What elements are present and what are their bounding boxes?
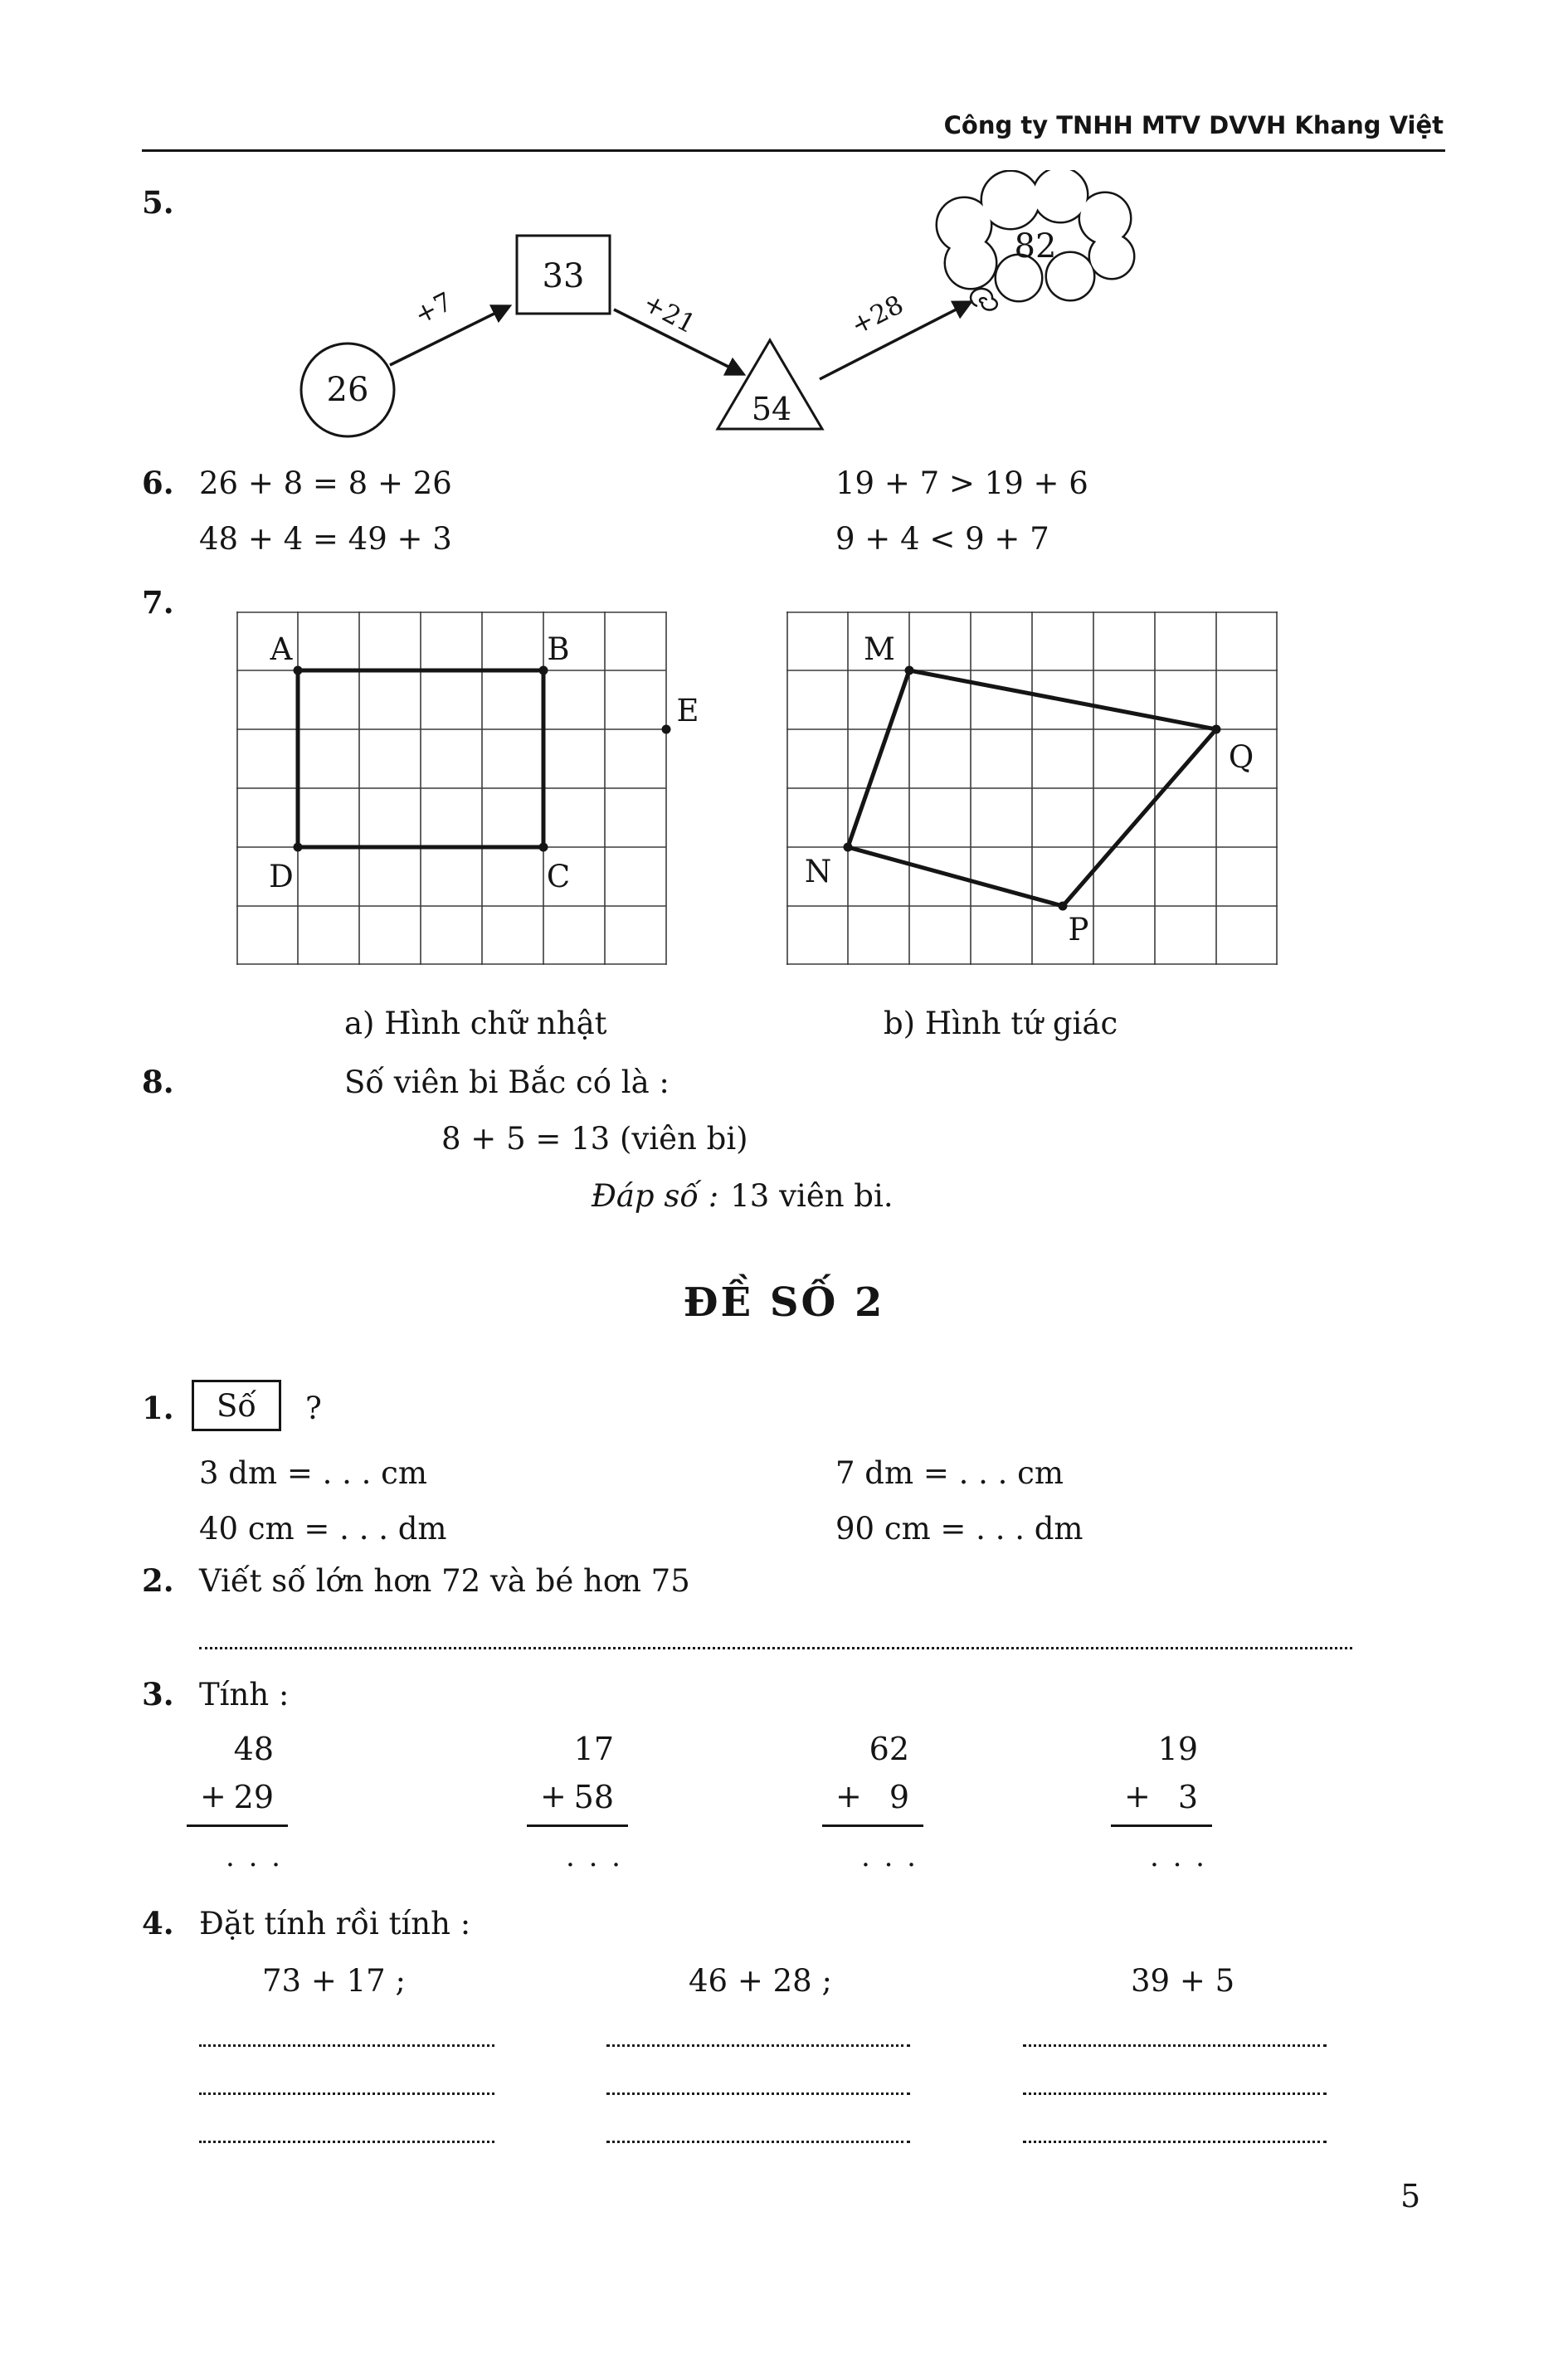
problem6-number: 6. [142, 465, 174, 501]
column-addition [170, 1725, 295, 1873]
problem3-number: 3. [142, 1676, 174, 1712]
answer-blank-line [199, 2065, 494, 2095]
figure-caption-a: a) Hình chữ nhật [344, 1006, 607, 1041]
expression: 73 + 17 ; [262, 1963, 406, 1999]
equation: 9 + 4 < 9 + 7 [835, 521, 1049, 557]
vertex-label-b: B [547, 631, 570, 667]
answer-dots: . . . [860, 1840, 918, 1873]
header-rule [142, 149, 1445, 152]
answer-value: 13 viên bi. [730, 1178, 894, 1214]
vertex-label-d: D [269, 859, 294, 894]
problem7-number: 7. [142, 584, 174, 621]
column-addition [1094, 1725, 1219, 1873]
circle-value: 26 [326, 371, 369, 409]
answer-label: Đáp số : [592, 1178, 719, 1214]
addend-top: 19 [1157, 1731, 1198, 1767]
solution-answer [592, 1177, 894, 1215]
grid-lines [786, 611, 1278, 965]
problem3-label: Tính : [199, 1677, 290, 1712]
answer-dots: . . . [225, 1840, 283, 1873]
vertex-label-c: C [546, 859, 571, 894]
column-addition [510, 1725, 635, 1873]
addend-top: 17 [573, 1731, 614, 1767]
so-box [192, 1380, 281, 1431]
vertex-label-p: P [1068, 912, 1089, 948]
equation: 19 + 7 > 19 + 6 [835, 465, 1088, 501]
problem4-label: Đặt tính rồi tính : [199, 1906, 471, 1941]
section-title: ĐỀ SỐ 2 [683, 1279, 885, 1326]
addend-top: 48 [233, 1731, 274, 1767]
conversion-line: 40 cm = . . . dm [199, 1511, 447, 1547]
solution-line: 8 + 5 = 13 (viên bi) [441, 1121, 748, 1157]
answer-blank-line [199, 1618, 1352, 1649]
column-addition [806, 1725, 930, 1873]
vertex-label-e: E [676, 693, 699, 728]
problem2-number: 2. [142, 1562, 174, 1599]
addend-top: 62 [869, 1731, 909, 1767]
quadrilateral-grid-figure [786, 611, 1278, 968]
answer-blank-line [1023, 2113, 1327, 2143]
vertex-label-n: N [804, 854, 832, 889]
spiral-doodle-icon [971, 289, 997, 310]
publisher-header: Công ty TNHH MTV DVVH Khang Việt [943, 111, 1444, 139]
rectangle-grid-figure [236, 611, 711, 968]
problem2-text: Viết số lớn hơn 72 và bé hơn 75 [199, 1563, 690, 1599]
expression: 46 + 28 ; [689, 1963, 832, 1999]
addend-bottom: 9 [889, 1779, 909, 1815]
triangle-value: 54 [751, 391, 792, 427]
square-value: 33 [542, 257, 585, 295]
arrow-3-label: +28 [846, 290, 908, 341]
answer-dots: . . . [1149, 1840, 1207, 1873]
answer-blank-line [606, 2065, 910, 2095]
vertex-label-a: A [270, 631, 293, 667]
answer-blank-line [1023, 2065, 1327, 2095]
problem1-number: 1. [142, 1390, 174, 1426]
vertex-label-q: Q [1228, 739, 1254, 775]
solution-line: Số viên bi Bắc có là : [344, 1064, 670, 1100]
answer-blank-line [606, 2017, 910, 2047]
problem5-number: 5. [142, 184, 174, 221]
answer-blank-line [1023, 2017, 1327, 2047]
question-mark: ? [305, 1391, 322, 1426]
page-number: 5 [1400, 2178, 1421, 2214]
equation: 26 + 8 = 8 + 26 [199, 465, 452, 501]
addend-bottom: 29 [233, 1779, 274, 1815]
equation: 48 + 4 = 49 + 3 [199, 521, 452, 557]
number-chain-diagram [265, 170, 1220, 452]
conversion-line: 3 dm = . . . cm [199, 1455, 427, 1491]
addend-bottom: 58 [573, 1779, 614, 1815]
problem8-number: 8. [142, 1064, 174, 1100]
expression: 39 + 5 [1131, 1963, 1235, 1999]
figure-caption-b: b) Hình tứ giác [884, 1006, 1118, 1041]
problem4-number: 4. [142, 1905, 174, 1941]
arrow-2-label: +21 [638, 287, 701, 340]
addend-bottom: 3 [1177, 1779, 1198, 1815]
answer-blank-line [199, 2113, 494, 2143]
answer-blank-line [199, 2017, 494, 2047]
plus-operator: + [835, 1778, 862, 1815]
plus-operator: + [1124, 1778, 1151, 1815]
answer-dots: . . . [565, 1840, 623, 1873]
plus-operator: + [200, 1778, 226, 1815]
vertex-label-m: M [864, 631, 895, 667]
conversion-line: 90 cm = . . . dm [835, 1511, 1083, 1547]
plus-operator: + [540, 1778, 567, 1815]
conversion-line: 7 dm = . . . cm [835, 1455, 1064, 1491]
so-box-label: Số [217, 1387, 256, 1424]
arrow-1-label: +7 [409, 286, 457, 331]
grid-lines [236, 611, 666, 965]
answer-blank-line [606, 2113, 910, 2143]
cloud-value: 82 [1014, 227, 1057, 266]
